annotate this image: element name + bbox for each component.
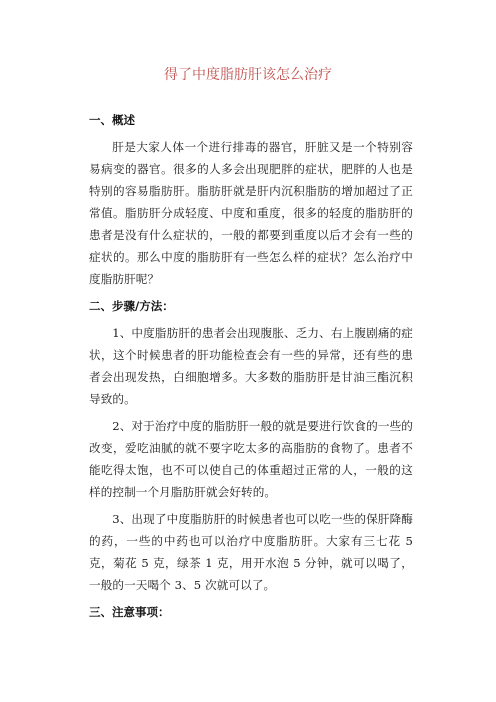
document-body [89,109,413,628]
section-heading-notes: 三、注意事项： [89,605,170,619]
step-paragraph-3: 3、出现了中度脂肪肝的时候患者也可以吃一些的保肝降酶的药，一些的中药也可以治疗中度脂肪肝。大家有三七花 5 克，菊花 5 克，绿茶 1 克，用开水泡 5 分钟，就可以喝了，一般的一天喝个 3、5 次就可以了。 [89,512,413,592]
overview-paragraph: 肝是大家人体一个进行排毒的器官，肝脏又是一个特别容易病变的器官。很多的人多会出现肥胖的症状，肥胖的人也是特别的容易脂肪肝。脂肪肝就是肝内沉积脂肪的增加超过了正常值。脂肪肝分成轻度、中度和重度，很多的轻度的脂肪肝的患者是没有什么症状的，一般的都要到重度以后才会有一些的症状的。那么中度的脂肪肝有一些怎么样的症状？怎么治疗中度脂肪肝呢？ [89,140,413,286]
section-heading-steps: 二、步骤/方法： [89,299,174,313]
step-paragraph-1: 1、中度脂肪肝的患者会出现腹胀、乏力、右上腹剧痛的症状，这个时候患者的肝功能检查会有一些的异常，还有些的患者会出现发热，白细胞增多。大多数的脂肪肝是甘油三酯沉积导致的。 [89,326,413,406]
step-paragraph-2: 2、对于治疗中度的脂肪肝一般的就是要进行饮食的一些的改变，爱吃油腻的就不要字吃太多的高脂肪的食物了。患者不能吃得太饱，也不可以使自己的体重超过正常的人，一般的这样的控制一个月脂肪肝就会好转的。 [89,419,413,499]
section-heading-overview: 一、概述 [89,113,135,127]
document-title: 得了中度脂肪肝该怎么治疗 [164,67,332,83]
